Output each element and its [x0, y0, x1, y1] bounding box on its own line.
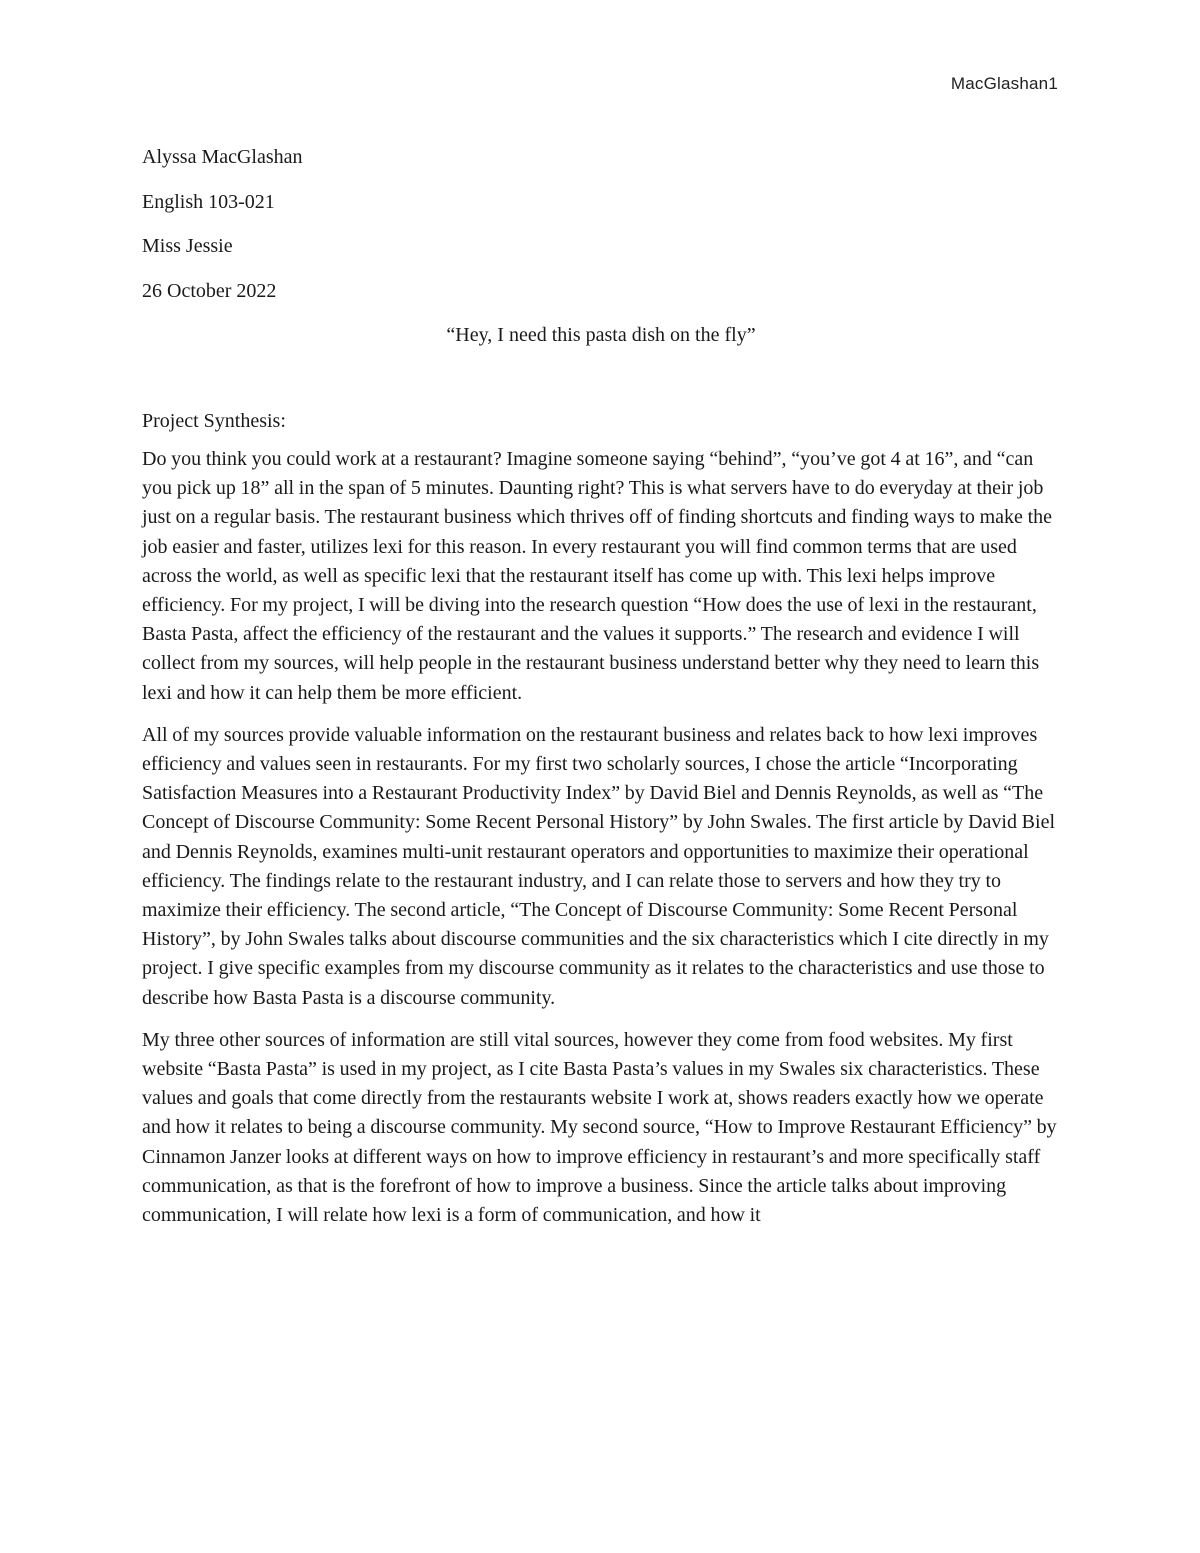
document-title: “Hey, I need this pasta dish on the fly”: [446, 324, 756, 346]
course-name: English 103-021: [142, 190, 275, 213]
paragraph: Do you think you could work at a restaurant? Imagine someone saying “behind”, “you’ve got 4 at 16”, and “can you pick up 18” all in the span of 5 minutes. Daunting right? This is what servers have to do everyday at their job just on a regular basis. The restaurant business which thrives off of finding shortcuts and finding ways to make the job easier and faster, utilizes lexi for this reason. In every restaurant you will find common terms that are used across the world, as well as specific lexi that the restaurant itself has come up with. This lexi helps improve efficiency. For my project, I will be diving into the research question “How does the use of lexi in the restaurant, Basta Pasta, affect the efficiency of the restaurant and the values it supports.” The research and evidence I will collect from my sources, will help people in the restaurant business understand better why they need to learn this lexi and how it can help them be more efficient.: [142, 448, 1053, 704]
document-date: 26 October 2022: [142, 279, 277, 302]
document-body: [142, 142, 1060, 1243]
paragraph: My three other sources of information are still vital sources, however they come from food websites. My first website “Basta Pasta” is used in my project, as I cite Basta Pasta’s values in my Swales six characteristics. These values and goals that come directly from the restaurants website I work at, shows readers exactly how we operate and how it relates to being a discourse community. My second source, “How to Improve Restaurant Efficiency” by Cinnamon Janzer looks at different ways on how to improve efficiency in restaurant’s and more specifically staff communication, as that is the forefront of how to improve a business. Since the article talks about improving communication, I will relate how lexi is a form of communication, and how it: [142, 1028, 1057, 1227]
section-label: Project Synthesis:: [142, 410, 286, 432]
instructor-name: Miss Jessie: [142, 235, 233, 257]
paragraph: All of my sources provide valuable information on the restaurant business and relates back to how lexi improves efficiency and values seen in restaurants. For my first two scholarly sources, I chose the article “Incorporating Satisfaction Measures into a Restaurant Productivity Index” by David Biel and Dennis Reynolds, as well as “The Concept of Discourse Community: Some Recent Personal History” by John Swales. The first article by David Biel and Dennis Reynolds, examines multi-unit restaurant operators and opportunities to maximize their operational efficiency. The findings relate to the restaurant industry, and I can relate those to servers and how they try to maximize their efficiency. The second article, “The Concept of Discourse Community: Some Recent Personal History”, by John Swales talks about discourse communities and the six characteristics which I cite directly in my project. I give specific examples from my discourse community as it relates to the characteristics and use those to describe how Basta Pasta is a discourse community.: [142, 723, 1056, 1009]
author-name: Alyssa MacGlashan: [142, 146, 303, 168]
running-header: MacGlashan1: [950, 74, 1058, 93]
